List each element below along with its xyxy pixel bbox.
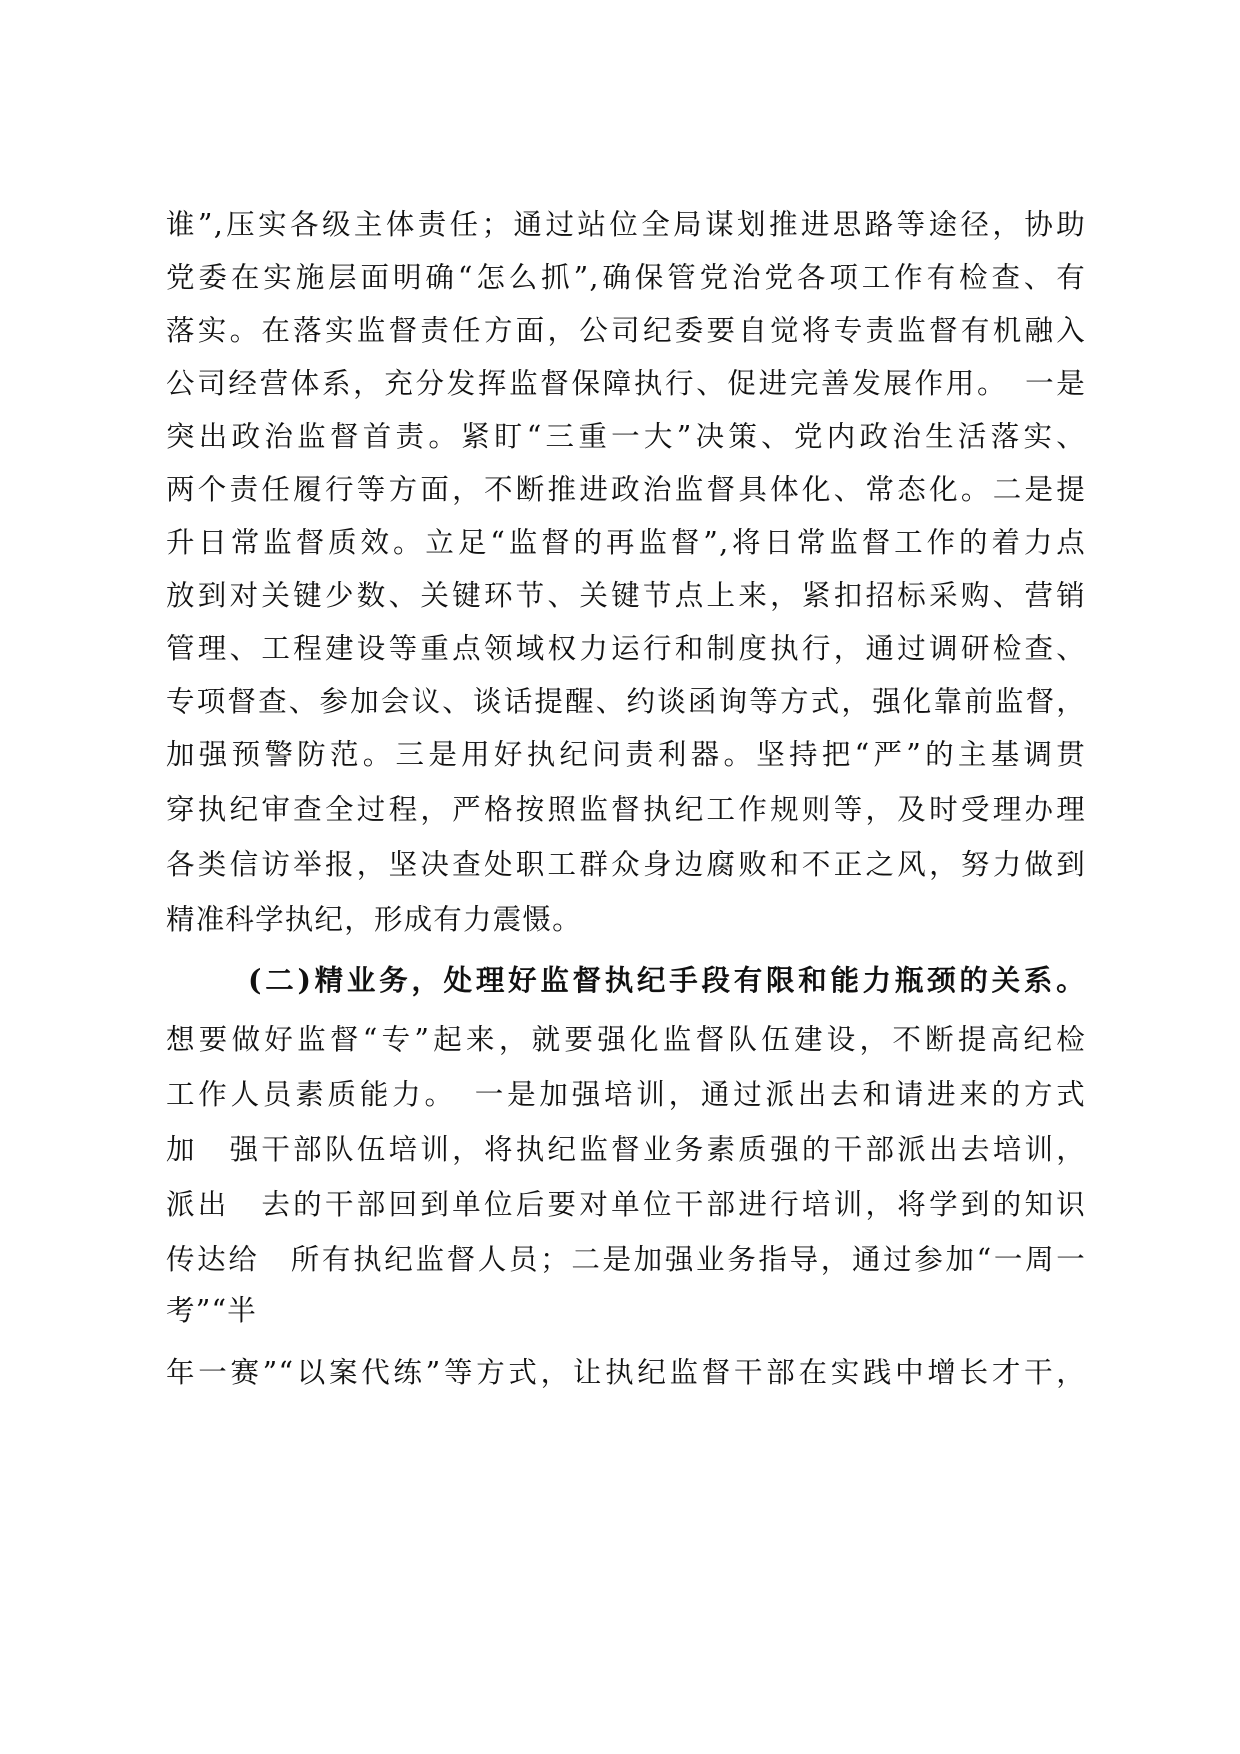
- paragraph-line: 落实。在落实监督责任方面，公司纪委要自觉将专责监督有机融入: [166, 314, 1086, 347]
- paragraph-line: 穿执纪审查全过程，严格按照监督执纪工作规则等，及时受理办理: [166, 793, 1086, 826]
- paragraph-line: 派出 去的干部回到单位后要对单位干部进行培训，将学到的知识: [166, 1188, 1086, 1221]
- paragraph-line: 工作人员素质能力。 一是加强培训，通过派出去和请进来的方式: [166, 1078, 1086, 1111]
- paragraph-line: 党委在实施层面明确“怎么抓”,确保管党治党各项工作有检查、有: [166, 261, 1086, 294]
- section-heading: (二)精业务，处理好监督执纪手段有限和能力瓶颈的关系。: [248, 963, 1086, 997]
- paragraph-line: 管理、工程建设等重点领域权力运行和制度执行，通过调研检查、: [166, 632, 1086, 665]
- paragraph-line: 加 强干部队伍培训，将执纪监督业务素质强的干部派出去培训，: [166, 1133, 1086, 1166]
- paragraph-line: 精准科学执纪，形成有力震慑。: [166, 903, 582, 936]
- paragraph-line: 升日常监督质效。立足“监督的再监督”,将日常监督工作的着力点: [166, 526, 1086, 559]
- paragraph-line: 公司经营体系，充分发挥监督保障执行、促进完善发展作用。 一是: [166, 367, 1086, 400]
- paragraph-line: 两个责任履行等方面，不断推进政治监督具体化、常态化。二是提: [166, 473, 1086, 506]
- paragraph-line: 考”“半: [166, 1294, 257, 1327]
- paragraph-line: 专项督查、参加会议、谈话提醒、约谈函询等方式，强化靠前监督，: [166, 685, 1086, 718]
- paragraph-line: 突出政治监督首责。紧盯“三重一大”决策、党内政治生活落实、: [166, 420, 1086, 453]
- paragraph-line: 谁”,压实各级主体责任；通过站位全局谋划推进思路等途径，协助: [166, 208, 1086, 241]
- paragraph-line: 放到对关键少数、关键环节、关键节点上来，紧扣招标采购、营销: [166, 579, 1086, 612]
- paragraph-line: 想要做好监督“专”起来，就要强化监督队伍建设，不断提高纪检: [166, 1023, 1086, 1056]
- paragraph-line: 传达给 所有执纪监督人员；二是加强业务指导，通过参加“一周一: [166, 1243, 1086, 1276]
- paragraph-line: 各类信访举报，坚决查处职工群众身边腐败和不正之风，努力做到: [166, 848, 1086, 881]
- paragraph-line: 加强预警防范。三是用好执纪问责利器。坚持把“严”的主基调贯: [166, 738, 1086, 771]
- paragraph-line: 年一赛”“以案代练”等方式，让执纪监督干部在实践中增长才干，: [166, 1356, 1086, 1389]
